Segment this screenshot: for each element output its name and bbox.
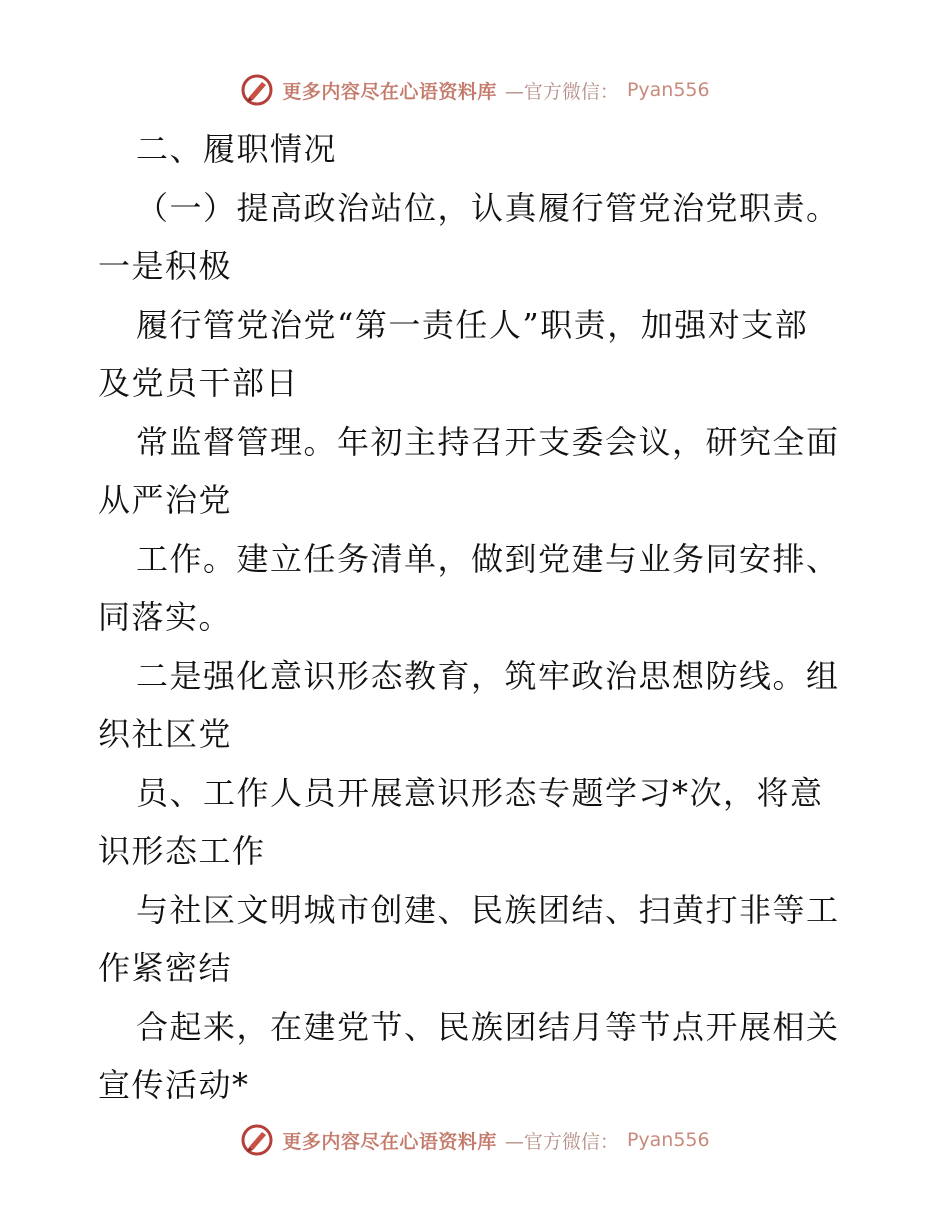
paragraph-line: （一）提高政治站位，认真履行管党治党职责。 xyxy=(136,188,840,227)
header-watermark xyxy=(0,70,950,110)
paragraph-line: 二是强化意识形态教育，筑牢政治思想防线。组 xyxy=(136,656,840,695)
paragraph-line: 宣传活动* xyxy=(98,1066,250,1104)
section-heading: 二、履职情况 xyxy=(136,130,338,168)
paragraph-line: 员、工作人员开展意识形态专题学习*次，将意 xyxy=(136,773,824,812)
watermark-title: 更多内容尽在心语资料库 xyxy=(282,80,497,103)
watermark-title: 更多内容尽在心语资料库 xyxy=(282,1130,497,1153)
paragraph-line: 履行管党治党“第一责任人”职责，加强对支部 xyxy=(136,305,809,344)
paragraph-line: 一是积极 xyxy=(98,247,233,285)
paragraph-line: 织社区党 xyxy=(98,715,233,753)
paragraph-line: 工作。建立任务清单，做到党建与业务同安排、 xyxy=(136,539,840,578)
watermark-wechat-id: Pyan556 xyxy=(626,1129,710,1151)
watermark-label: —官方微信： xyxy=(504,80,619,103)
watermark-label: —官方微信： xyxy=(504,1130,619,1153)
pen-logo-icon xyxy=(240,73,274,107)
footer-watermark xyxy=(0,1120,950,1160)
pen-logo-icon xyxy=(240,1123,274,1157)
paragraph-line: 同落实。 xyxy=(98,598,233,636)
document-body xyxy=(98,120,858,1115)
paragraph-line: 与社区文明城市创建、民族团结、扫黄打非等工 xyxy=(136,890,840,929)
paragraph-line: 及党员干部日 xyxy=(98,364,300,402)
paragraph-line: 识形态工作 xyxy=(98,832,266,870)
paragraph-line: 作紧密结 xyxy=(98,949,233,987)
watermark-wechat-id: Pyan556 xyxy=(626,79,710,101)
paragraph-line: 合起来，在建党节、民族团结月等节点开展相关 xyxy=(136,1007,840,1046)
paragraph-line: 常监督管理。年初主持召开支委会议，研究全面 xyxy=(136,422,840,461)
paragraph-line: 从严治党 xyxy=(98,481,233,519)
